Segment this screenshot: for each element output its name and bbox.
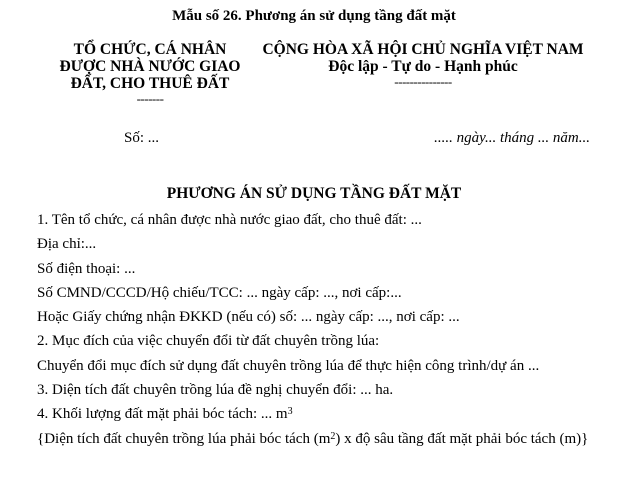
body-line-phone: Số điện thoại: ... [37,260,136,277]
document-body [37,211,597,448]
body-line-formula [37,430,597,448]
body-line-area: 3. Diện tích đất chuyên trồng lúa đề nghị chuyển đổi: ... ha. [37,382,394,399]
formula-exponent: 2 [330,430,336,442]
body-line-volume [37,405,597,429]
body-line-organization-name: 1. Tên tổ chức, cá nhân được nhà nước giao đất, cho thuê đất: ... [37,212,422,228]
formula-text-start: {Diện tích đất chuyên trồng lúa phải bóc tách (m [37,430,331,447]
organization-line: ĐƯỢC NHÀ NƯỚC GIAO [59,58,241,75]
formula-text-end: ) x độ sâu tầng đất mặt phải bóc tách (m)} [335,430,589,447]
organization-header [36,41,264,105]
body-line-business-registration: Hoặc Giấy chứng nhận ĐKKD (nếu có) số: ... ngày cấp: ..., nơi cấp: ... [37,309,460,326]
volume-exponent: 3 [287,406,293,418]
national-motto: Độc lập - Tự do - Hạnh phúc [328,58,518,75]
national-header [250,41,596,88]
document-date: ..... ngày... tháng ... năm... [434,130,590,146]
body-line-purpose-heading: 2. Mục đích của việc chuyển đổi từ đất chuyên trồng lúa: [37,333,380,350]
national-rule: --------------- [394,74,452,89]
document-number: Số: ... [124,130,160,146]
organization-rule: ------- [136,91,164,106]
national-name: CỘNG HÒA XÃ HỘI CHỦ NGHĨA VIỆT NAM [262,41,584,58]
volume-text: 4. Khối lượng đất mặt phải bóc tách: ... m [37,406,288,423]
body-line-address: Địa chỉ:... [37,236,97,253]
document-title: PHƯƠNG ÁN SỬ DỤNG TẦNG ĐẤT MẶT [166,185,462,202]
form-code: Mẫu số 26. Phương án sử dụng tầng đất mặt [172,8,456,24]
organization-line: ĐẤT, CHO THUÊ ĐẤT [70,75,230,92]
body-line-id-card: Số CMND/CCCD/Hộ chiếu/TCC: ... ngày cấp: ..., nơi cấp:... [37,284,402,301]
organization-line: TỔ CHỨC, CÁ NHÂN [73,41,227,58]
body-line-purpose: Chuyển đổi mục đích sử dụng đất chuyên trồng lúa để thực hiện công trình/dự án ... [37,357,540,374]
